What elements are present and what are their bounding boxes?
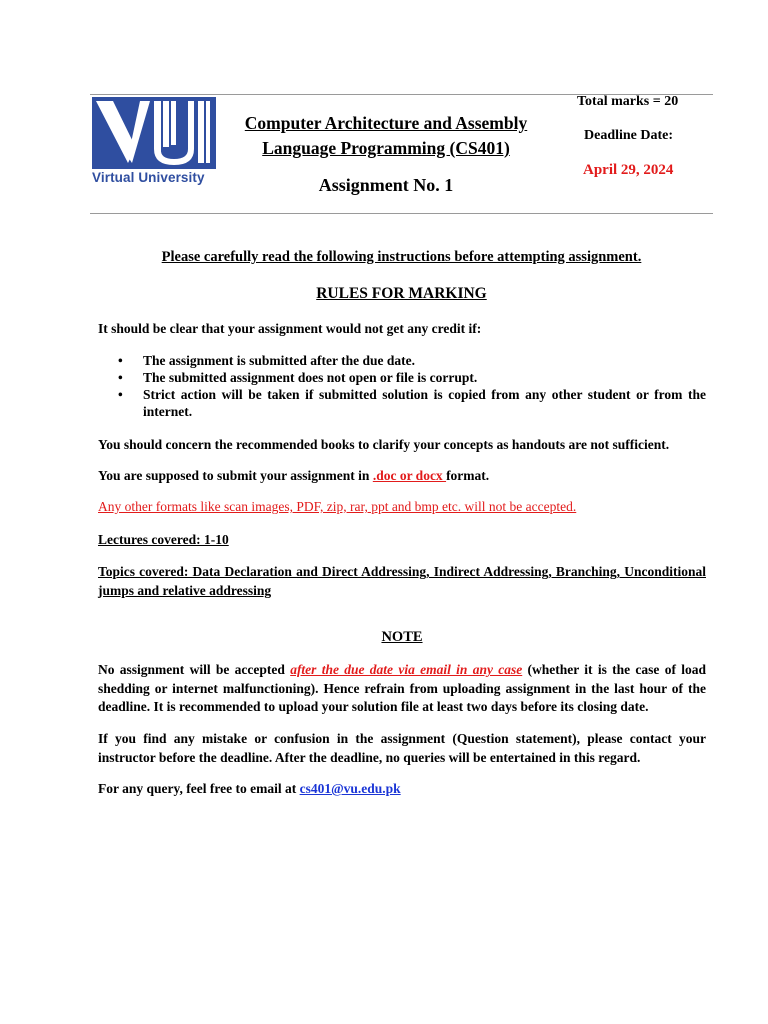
- format-note: [98, 467, 706, 486]
- vu-logo-mark: [92, 97, 216, 169]
- instructions-heading: Please carefully read the following instructions before attempting assignment.: [161, 249, 642, 265]
- rule-text: The assignment is submitted after the due date.: [143, 353, 416, 368]
- email-link[interactable]: cs401@vu.edu.pk: [299, 781, 401, 796]
- topics-covered: Topics covered: Data Declaration and Direct Addressing, Indirect Addressing, Branching, Unconditional jumps and relative addressing: [98, 564, 706, 598]
- no-assignment-rest: (whether it is the case of load shedding or internet malfunctioning). Hence refrain from uploading assignment in the last hour of the deadline. It is recommended to upload your solution file at least two days before its closing date.: [98, 662, 706, 714]
- format-note-text: You are supposed to submit your assignment in: [98, 468, 373, 483]
- credit-intro: It should be clear that your assignment would not get any credit if:: [98, 321, 482, 336]
- vu-logo: [92, 97, 216, 189]
- course-title: [214, 111, 558, 161]
- note-heading: NOTE: [381, 629, 423, 645]
- bullet-icon: •: [118, 387, 123, 402]
- books-note: You should concern the recommended books to clarify your concepts as handouts are not sufficient.: [98, 437, 670, 452]
- deadline-date: April 29, 2024: [583, 162, 674, 178]
- query-text: For any query, feel free to email at: [98, 781, 300, 796]
- rule-text: Strict action will be taken if submitted solution is copied from any other student or from the internet.: [143, 387, 706, 419]
- list-item: [98, 352, 706, 369]
- logo-name: Virtual University: [92, 170, 205, 185]
- rules-list: [98, 352, 706, 420]
- list-item: [98, 386, 706, 420]
- header-bottom-rule: [90, 213, 713, 214]
- no-assignment-text: No assignment will be accepted: [98, 662, 291, 677]
- rules-heading: RULES FOR MARKING: [316, 285, 487, 302]
- bullet-icon: •: [118, 353, 123, 368]
- query-note: [98, 780, 706, 799]
- course-title-line2: Language Programming (CS401): [262, 138, 510, 158]
- format-highlight: .doc or docx: [372, 468, 447, 483]
- other-formats-note: Any other formats like scan images, PDF, zip, rar, ppt and bmp etc. will not be accepted.: [98, 499, 577, 514]
- no-assignment-note: [98, 661, 706, 717]
- bullet-icon: •: [118, 370, 123, 385]
- due-date-highlight: after the due date via email in any case: [290, 662, 523, 677]
- rule-text: The submitted assignment does not open or file is corrupt.: [143, 370, 478, 385]
- mistake-note: If you find any mistake or confusion in the assignment (Question statement), please contact your instructor before the deadline. After the deadline, no queries will be entertained in this regard.: [98, 731, 706, 765]
- list-item: [98, 369, 706, 386]
- lectures-covered: Lectures covered: 1-10: [98, 532, 229, 547]
- assignment-title: Assignment No. 1: [318, 175, 454, 195]
- total-marks: Total marks = 20: [577, 94, 679, 109]
- deadline-label: Deadline Date:: [584, 128, 674, 143]
- format-note-end: format.: [446, 468, 490, 483]
- course-title-line1: Computer Architecture and Assembly: [244, 113, 528, 133]
